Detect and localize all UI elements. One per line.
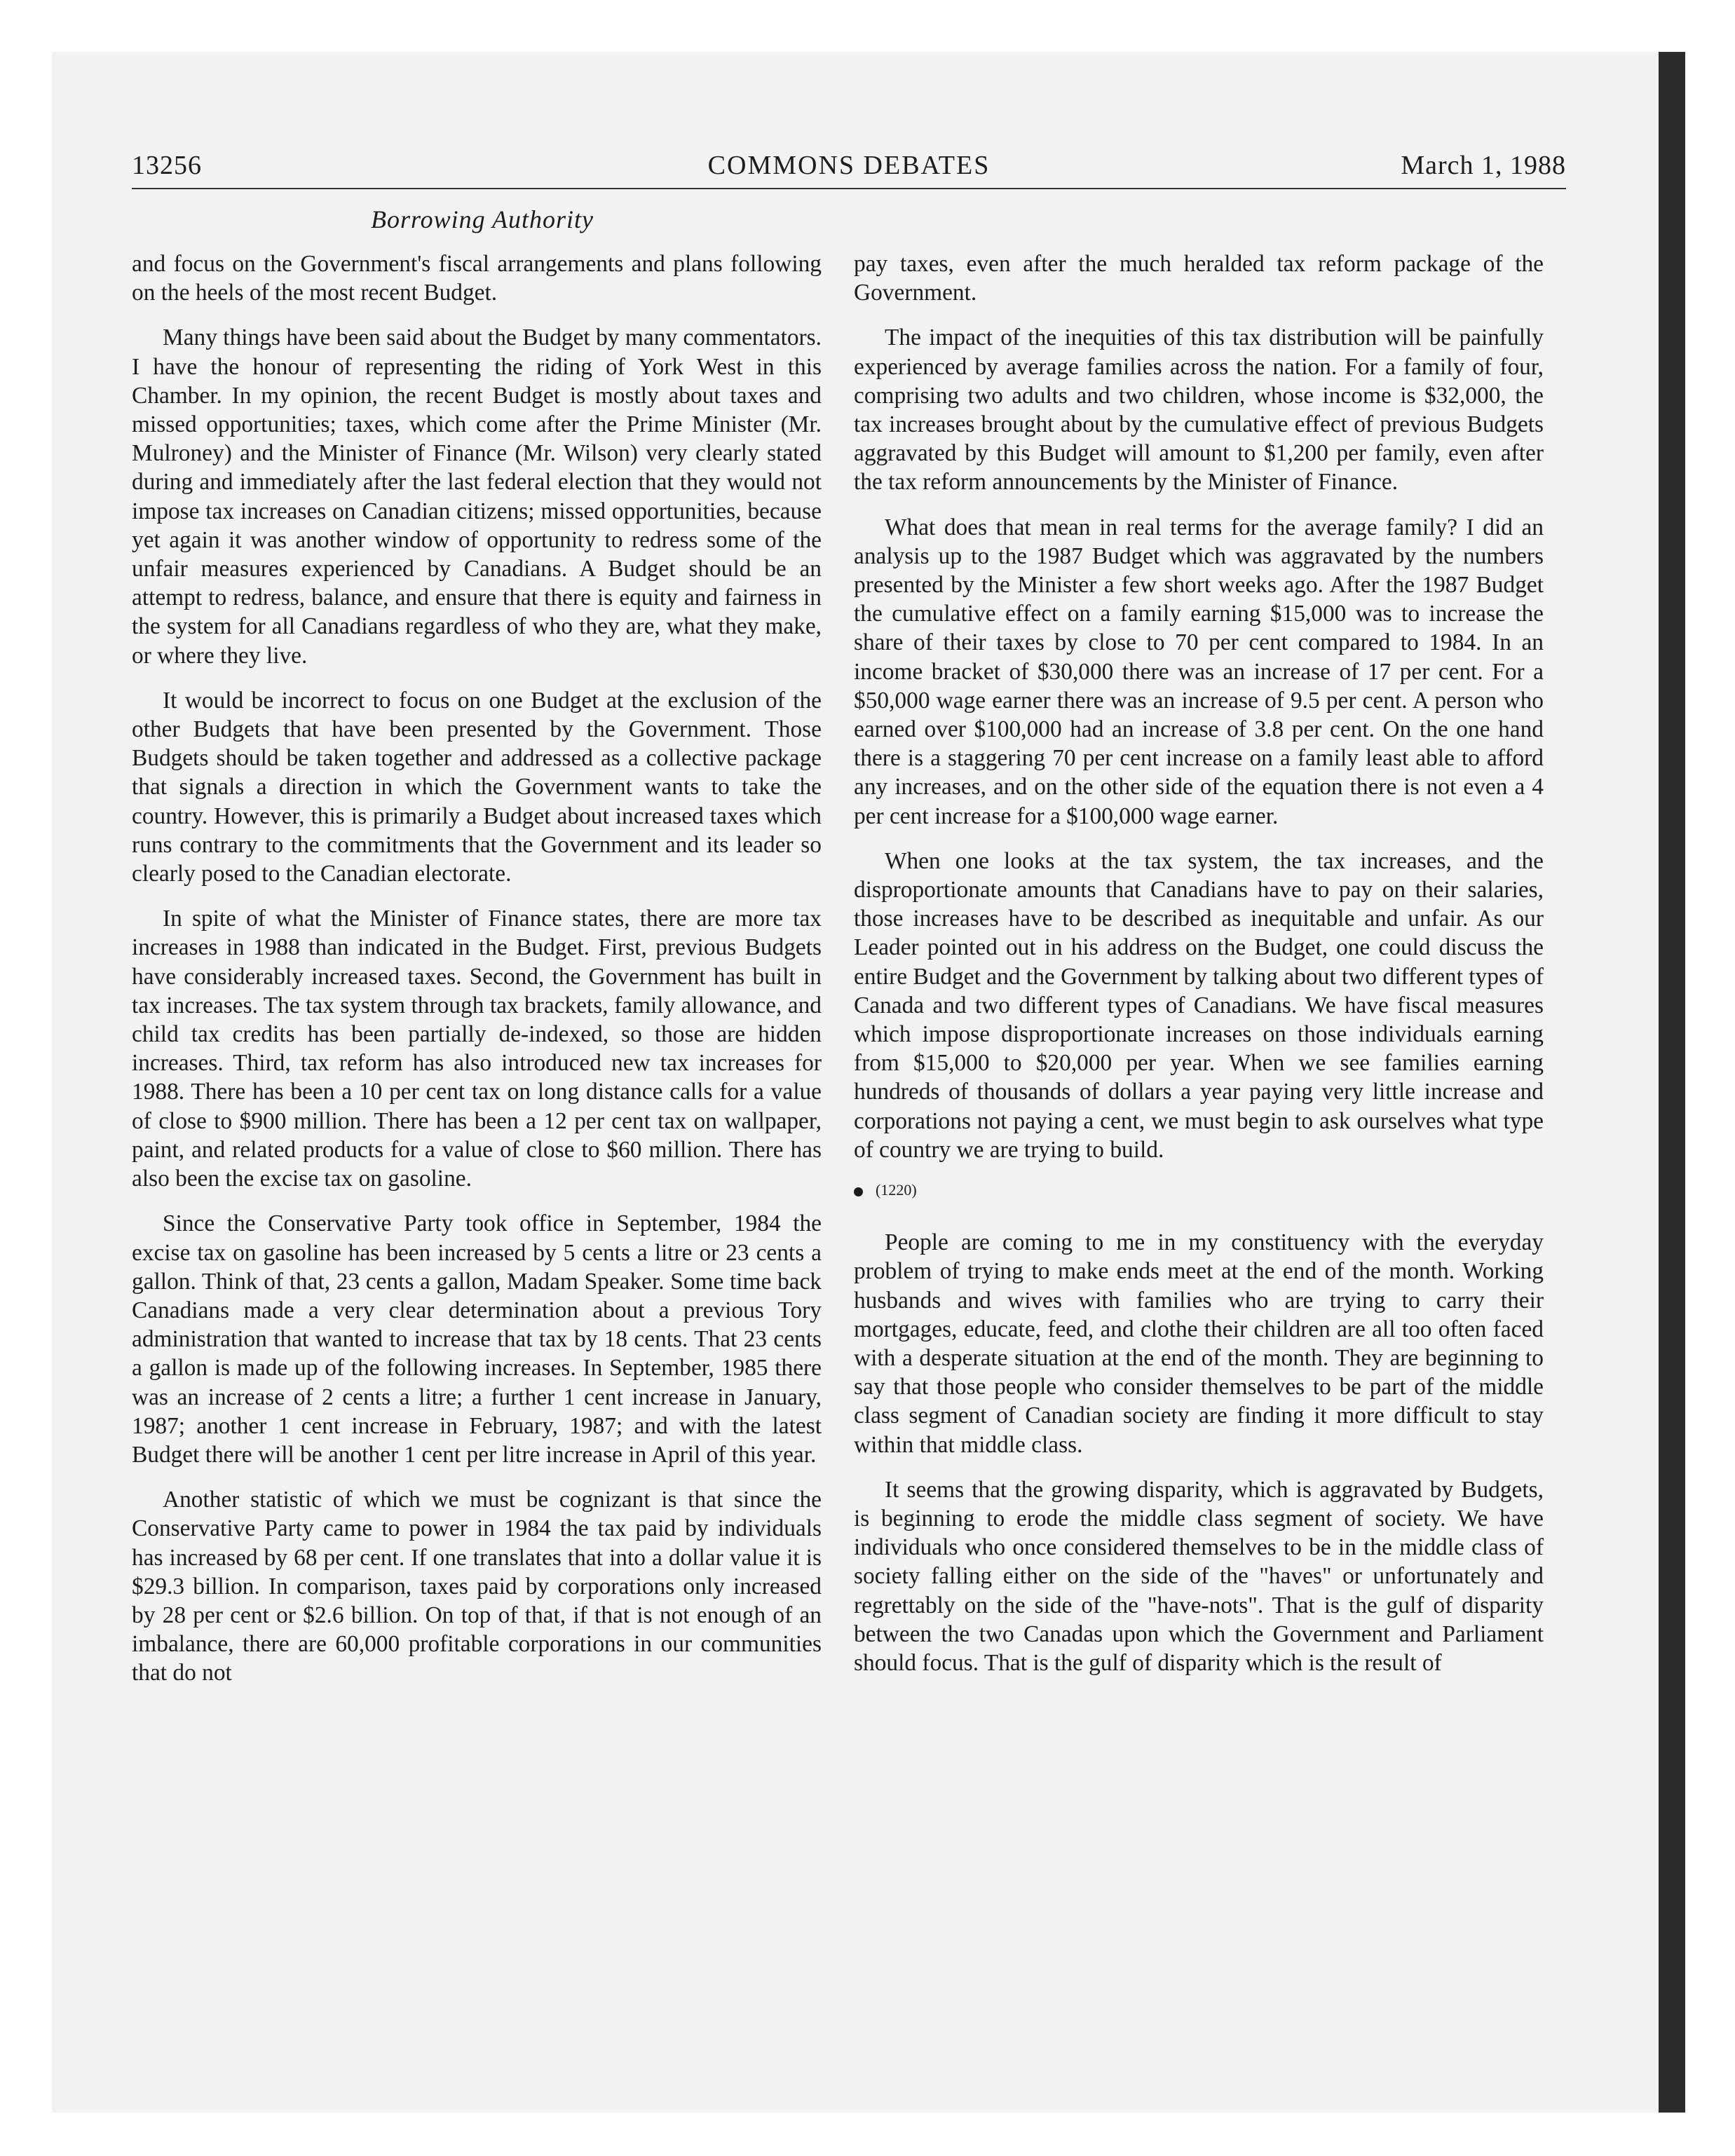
section-header: Borrowing Authority (370, 205, 594, 233)
paragraph: In spite of what the Minister of Finance states, there are more tax increases in 1988 than indicated in the Budget. First, previous Budgets have considerably increased taxes. Second, the Government has built in tax increases. The tax system through tax brackets, family allowance, and child tax credits has been partially de-indexed, so those are hidden increases. Third, tax reform has also introduced new tax increases for 1988. There has been a 10 per cent tax on long distance calls for a value of close to $900 million. There has been a 12 per cent tax on wallpaper, paint, and related products for a value of close to $60 million. There has also been the excise tax on gasoline. (132, 906, 822, 1192)
paragraph: What does that mean in real terms for the average family? I did an analysis up to the 1987 Budget which was aggravated by the numbers presented by the Minister a few short weeks ago. After the 1987 Budget the cumulative effect on a family earning $15,000 was to increase the share of their taxes by close to 70 per cent compared to 1984. In an income bracket of $30,000 there was an increase of 17 per cent. For a $50,000 wage earner there was an increase of 9.5 per cent. A person who earned over $100,000 had an increase of 3.8 per cent. On the one hand there is a staggering 70 per cent increase on a family least able to afford any increases, and on the other side of the equation there is not even a 4 per cent increase for a $100,000 wage earner. (854, 514, 1544, 829)
paragraph: pay taxes, even after the much heralded tax reform package of the Government. (854, 251, 1544, 306)
paragraph: Another statistic of which we must be cognizant is that since the Conservative Party came to power in 1984 the tax paid by individuals has increased by 68 per cent. If one translates that into a dollar value it is $29.3 billion. In comparison, taxes paid by corporations only increased by 28 per cent or $2.6 billion. On top of that, if that is not enough of an imbalance, there are 60,000 profitable corporations in our communities that do not (132, 1487, 822, 1686)
time-marker-label: (1220) (876, 1181, 917, 1199)
paragraph: Many things have been said about the Budget by many commentators. I have the honour of representing the riding of York West in this Chamber. In my opinion, the recent Budget is mostly about taxes and missed opportunities; taxes, which come after the Prime Minister (Mr. Mulroney) and the Minister of Finance (Mr. Wilson) very clearly stated during and immediately after the last federal election that they would not impose tax increases on Canadian citizens; missed opportunities, because yet again it was another window of opportunity to redress some of the unfair measures experienced by Canadians. A Budget should be an attempt to redress, balance, and ensure that there is equity and fairness in the system for all Canadians regardless of who they are, what they make, or where they live. (132, 325, 822, 669)
right-column (854, 250, 1544, 1693)
paragraph: People are coming to me in my constituency with the everyday problem of trying to make ends meet at the end of the month. Working husbands and wives with families who are trying to carry their mortgages, educate, feed, and clothe their children are all too often faced with a desperate situation at the end of the month. They are beginning to say that those people who consider themselves to be part of the middle class segment of Canadian society are finding it more difficult to stay within that middle class. (854, 1229, 1544, 1458)
page-date: March 1, 1988 (1401, 151, 1566, 180)
paragraph: It seems that the growing disparity, which is aggravated by Budgets, is beginning to erode the middle class segment of society. We have individuals who once considered themselves to be in the middle class of society falling either on the side of the "haves" or unfortunately and regrettably on the side of the "have-nots". That is the gulf of disparity between the two Canadas upon which the Government and Parliament should focus. That is the gulf of disparity which is the result of (854, 1476, 1544, 1676)
time-marker (854, 1180, 1544, 1200)
bullet-icon (854, 1187, 863, 1196)
left-column (132, 250, 822, 1704)
scan-edge-bar (1659, 52, 1685, 2113)
page-number: 13256 (132, 151, 202, 180)
paragraph: and focus on the Government's fiscal arrangements and plans following on the heels of the most recent Budget. (132, 251, 822, 306)
paragraph: Since the Conservative Party took office in September, 1984 the excise tax on gasoline has been increased by 5 cents a litre or 23 cents a gallon. Think of that, 23 cents a gallon, Madam Speaker. Some time back Canadians made a very clear determination about a previous Tory administration that wanted to increase that tax by 18 cents. That 23 cents a gallon is made up of the following increases. In September, 1985 there was an increase of 2 cents a litre; a further 1 cent increase in January, 1987; another 1 cent increase in February, 1987; and with the latest Budget there will be another 1 cent per litre increase in April of this year. (132, 1210, 822, 1468)
running-head (132, 146, 1566, 189)
journal-title: COMMONS DEBATES (707, 151, 991, 180)
paragraph: When one looks at the tax system, the tax increases, and the disproportionate amounts that Canadians have to pay on their salaries, those increases have to be described as inequitable and unfair. As our Leader pointed out in his address on the Budget, one could discuss the entire Budget and the Government by talking about two different types of Canada and two different types of Canadians. We have fiscal measures which impose disproportionate increases on those individuals earning from $15,000 to $20,000 per year. When we see families earning hundreds of thousands of dollars a year paying very little increase and corporations not paying a cent, we must begin to ask ourselves what type of country we are trying to build. (854, 847, 1544, 1163)
paragraph: It would be incorrect to focus on one Budget at the exclusion of the other Budgets that have been presented by the Government. Those Budgets should be taken together and addressed as a collective package that signals a direction in which the Government wants to take the country. However, this is primarily a Budget about increased taxes which runs contrary to the commitments that the Government and its leader so clearly posed to the Canadian electorate. (132, 687, 822, 887)
paragraph: The impact of the inequities of this tax distribution will be painfully experienced by average families across the nation. For a family of four, comprising two adults and two children, whose income is $32,000, the tax increases brought about by the cumulative effect of previous Budgets aggravated by this Budget will amount to $1,200 per family, even after the tax reform announcements by the Minister of Finance. (854, 325, 1544, 496)
